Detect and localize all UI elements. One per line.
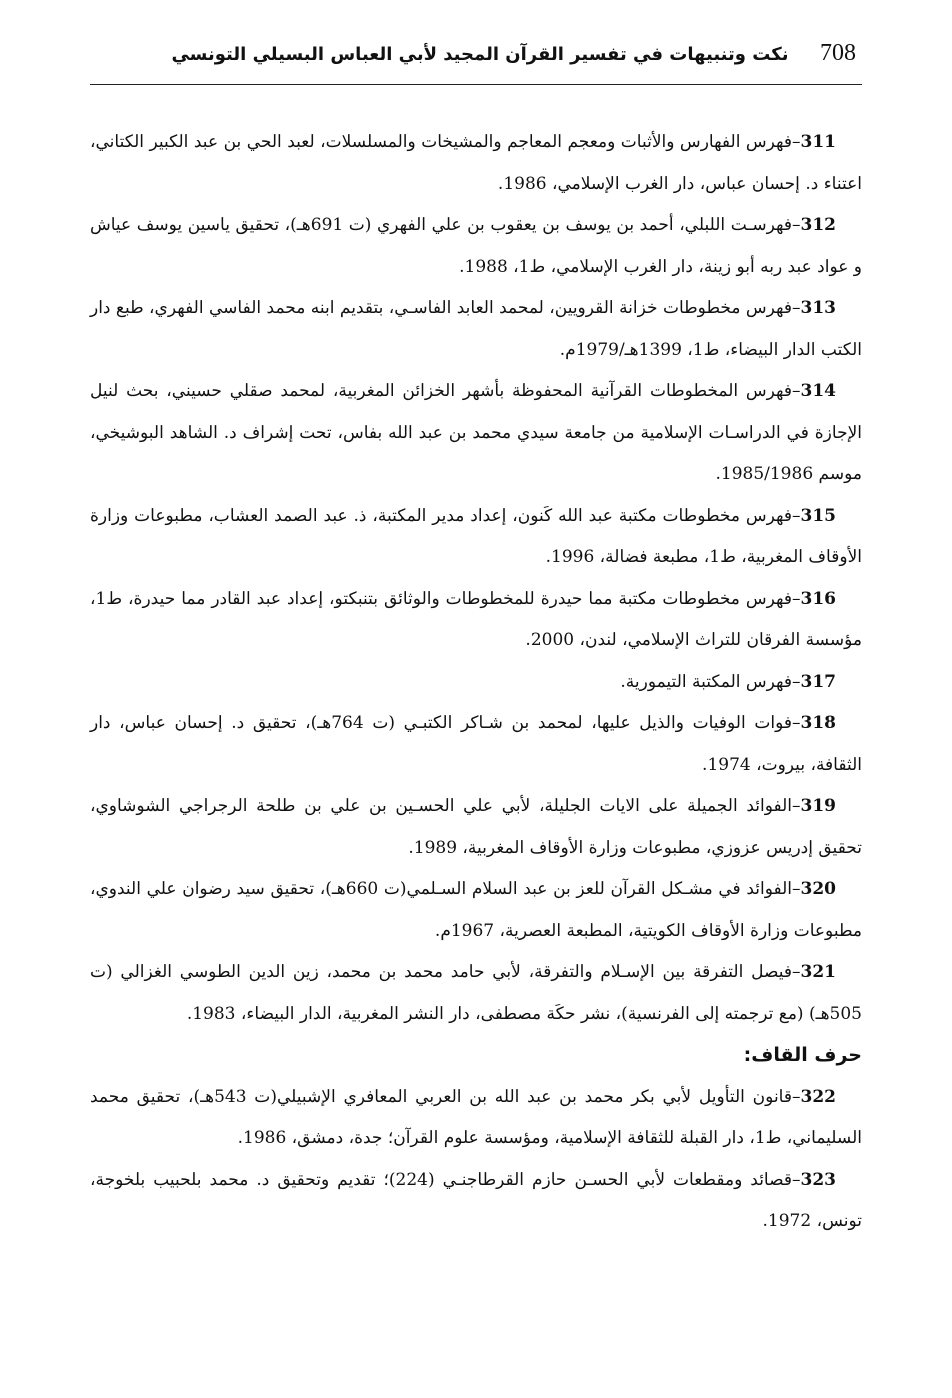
entry-text: –الفوائد في مشـكل القرآن للعز بن عبد السلام السـلمي(ت 660هـ)، تحقيق سيد رضوان علي الندوي، مطبوعات وزارة الأوقاف الكويتية، المطبعة العصرية، 1967م. <box>90 879 862 941</box>
running-title: نكت وتنبيهات في تفسير القرآن المجيد لأبي العباس البسيلي التونسي <box>171 44 789 65</box>
entry-text: –فهرسـت اللبلي، أحمد بن يوسف بن يعقوب بن علي الفهري (ت 691هـ)، تحقيق ياسين يوسف عياش و عواد عبد ربه أبو زينة، دار الغرب الإسلامي، ط1، 1988. <box>90 215 862 277</box>
page-number: 708 <box>820 40 856 66</box>
entry-number: 321 <box>800 962 836 982</box>
entry-number: 318 <box>800 713 836 733</box>
entry-text: –فهرس المخطوطات القرآنية المحفوظة بأشهر الخزائن المغربية، لمحمد صقلي حسيني، بحث لنيل الإجازة في الدراسـات الإسلامية من جامعة سيدي محمد بن عبد الله بفاس، تحت إشراف د. الشاهد البوشيخي، موسم 1985/1986. <box>90 381 862 484</box>
entry-number: 312 <box>800 215 836 235</box>
entry-number: 323 <box>800 1169 836 1190</box>
entry-number: 320 <box>800 879 836 899</box>
bibliography-entry <box>90 786 862 869</box>
entry-text: –قانون التأويل لأبي بكر محمد بن عبد الله بن العربي المعافري الإشبيلي(ت 543هـ)، تحقيق محمد السليماني، ط1، دار القبلة للثقافة الإسلامية، ومؤسسة علوم القرآن؛ جدة، دمشق، 1986. <box>90 1086 862 1148</box>
entry-text: –فهرس المكتبة التيمورية. <box>620 671 801 692</box>
bibliography-entry <box>90 496 862 579</box>
bibliography-list <box>90 122 862 1243</box>
entry-text: –فوات الوفيات والذيل عليها، لمحمد بن شـاكر الكتبـي (ت 764هـ)، تحقيق د. إحسان عباس، دار الثقافة، بيروت، 1974. <box>90 713 862 775</box>
bibliography-entry <box>90 122 862 205</box>
bibliography-entry <box>90 703 862 786</box>
bibliography-entry <box>90 205 862 288</box>
entry-number: 319 <box>800 796 836 816</box>
entry-text: –الفوائد الجميلة على الايات الجليلة، لأبي علي الحسـين بن علي بن طلحة الرجراجي الشوشاوي، تحقيق إدريس عزوزي، مطبوعات وزارة الأوقاف المغربية، 1989. <box>90 796 862 858</box>
entries-before <box>90 122 862 1035</box>
bibliography-entry <box>90 662 862 704</box>
entries-after <box>90 1077 862 1243</box>
bibliography-entry <box>90 1077 862 1160</box>
entry-number: 316 <box>800 588 836 609</box>
page-header <box>90 38 862 78</box>
bibliography-entry <box>90 579 862 662</box>
entry-number: 317 <box>800 671 836 692</box>
entry-number: 314 <box>800 381 836 401</box>
entry-text: –فهرس مخطوطات مكتبة عبد الله كَنون، إعداد مدير المكتبة، ذ. عبد الصمد العشاب، مطبوعات وزارة الأوقاف المغربية، ط1، مطبعة فضالة، 1996. <box>90 505 862 567</box>
entry-number: 313 <box>800 298 836 318</box>
bibliography-entry <box>90 1160 862 1243</box>
entry-text: –فهرس مخطوطات خزانة القرويين، لمحمد العابد الفاسـي، بتقديم ابنه محمد الفاسي الفهري، طبع دار الكتب الدار البيضاء، ط1، 1399هـ/1979م. <box>90 298 862 360</box>
entry-text: –فهرس الفهارس والأثبات ومعجم المعاجم والمشيخات والمسلسلات، لعبد الحي بن عبد الكبير الكتاني، اعتناء د. إحسان عباس، دار الغرب الإسلامي، 1986. <box>90 132 862 194</box>
entry-text: –فهرس مخطوطات مكتبة مما حيدرة للمخطوطات والوثائق بتنبكتو، إعداد عبد القادر مما حيدرة، ط1، مؤسسة الفرقان للتراث الإسلامي، لندن، 2000. <box>90 588 862 650</box>
bibliography-entry <box>90 869 862 952</box>
bibliography-entry <box>90 371 862 496</box>
entry-text: –قصائد ومقطعات لأبي الحسـن حازم القرطاجنـي (224)؛ تقديم وتحقيق د. محمد بلحبيب بلخوجة، تونس، 1972. <box>90 1169 862 1231</box>
header-rule <box>90 84 862 85</box>
entry-number: 315 <box>800 505 836 526</box>
bibliography-entry <box>90 952 862 1035</box>
entry-text: –فيصل التفرقة بين الإسـلام والتفرقة، لأبي حامد محمد بن محمد، زين الدين الطوسي الغزالي (ت 505هـ) (مع ترجمته إلى الفرنسية)، نشر حكَة مصطفى، دار النشر المغربية، الدار البيضاء، 1983. <box>90 962 862 1024</box>
entry-number: 311 <box>800 132 836 152</box>
entry-number: 322 <box>800 1086 836 1107</box>
section-heading: حرف القاف: <box>743 1044 862 1066</box>
bibliography-entry <box>90 288 862 371</box>
